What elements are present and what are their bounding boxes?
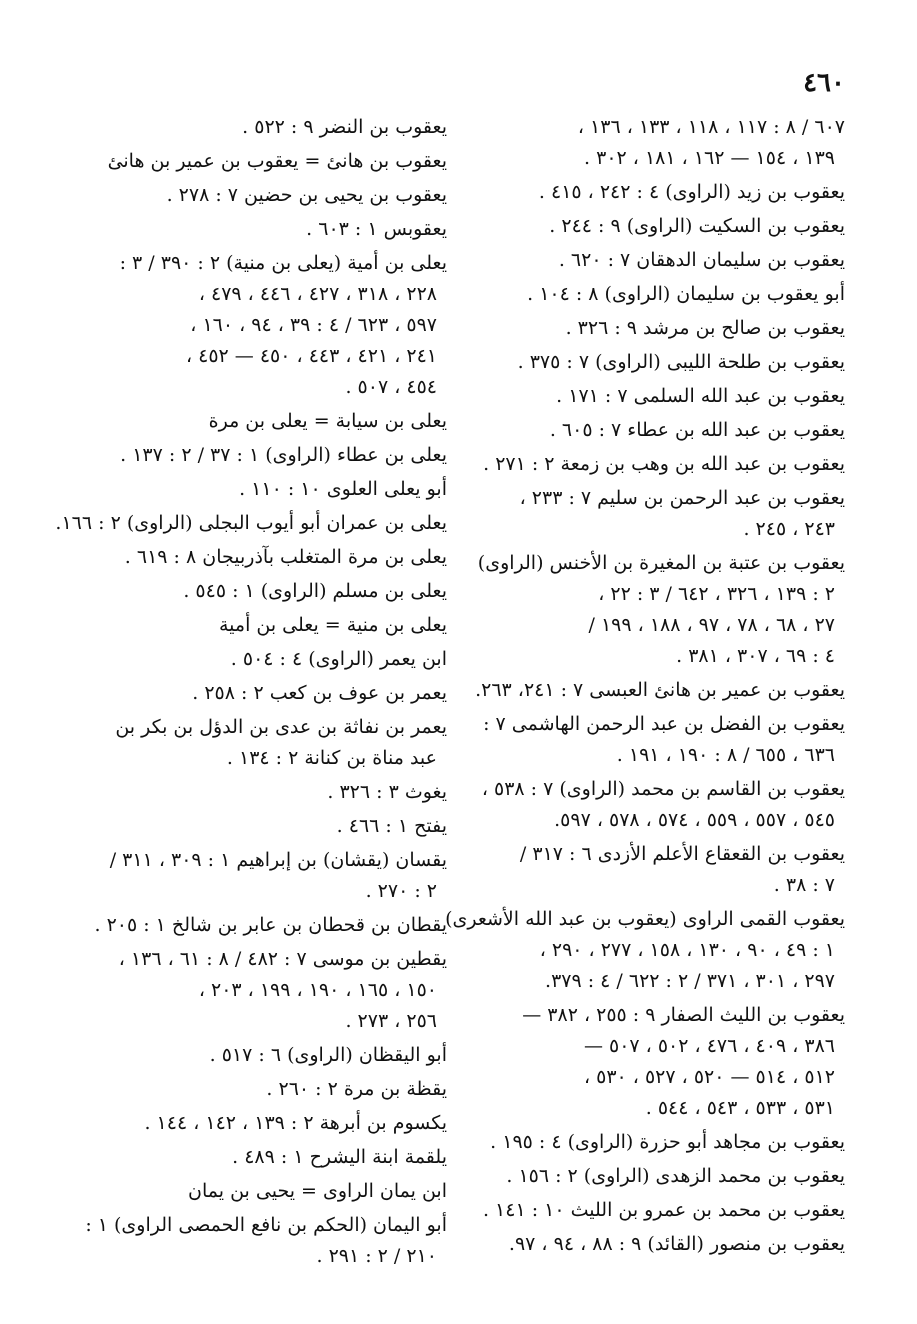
entry-line: يعلى بن سيابة = يعلى بن مرة <box>208 410 447 432</box>
index-entry <box>485 839 845 901</box>
entry-line: يعقوب بن الليث الصفار ٩ : ٢٥٥ ، ٣٨٢ — <box>522 1004 845 1026</box>
index-entry <box>485 449 845 480</box>
index-entry <box>87 146 447 177</box>
entry-line: يعقوبس ١ : ٦٠٣ . <box>306 218 447 240</box>
page-number: ٤٦٠ <box>803 68 845 98</box>
entry-line: يعقوب بن عتبة بن المغيرة بن الأخنس (الراوى) <box>477 552 845 574</box>
entry-line: ٦٠٧ / ٨ : ١١٧ ، ١١٨ ، ١٣٣ ، ١٣٦ ، <box>577 116 845 138</box>
entry-continuation-line: ٣٨٦ ، ٤٠٩ ، ٤٧٦ ، ٥٠٢ ، ٥٠٧ — <box>583 1035 835 1057</box>
entry-line: يعلى بن عطاء (الراوى) ١ : ٣٧ / ٢ : ١٣٧ . <box>120 444 447 466</box>
entry-continuation-line: ١٣٩ ، ١٥٤ — ١٦٢ ، ١٨١ ، ٣٠٢ . <box>584 147 835 169</box>
entry-continuation-line: ٥٤٥ ، ٥٥٧ ، ٥٥٩ ، ٥٧٤ ، ٥٧٨ ، ٥٩٧. <box>554 809 835 831</box>
index-entry <box>55 508 447 539</box>
entry-line: أبو اليمان (الحكم بن نافع الحمصى الراوى) ١ : <box>85 1214 447 1236</box>
index-entry <box>87 1142 447 1173</box>
index-entry <box>87 180 447 211</box>
entry-continuation-line: ٥١٢ ، ٥١٤ — ٥٢٠ ، ٥٢٧ ، ٥٣٠ ، <box>583 1066 835 1088</box>
index-entry <box>87 112 447 143</box>
index-entry <box>481 774 845 836</box>
entry-line: يلقمة ابنة اليشرح ١ : ٤٨٩ . <box>232 1146 447 1168</box>
entry-line: أبو اليقظان (الراوى) ٦ : ٥١٧ . <box>209 1044 447 1066</box>
entry-line: يعقوب بن عبد الله بن وهب بن زمعة ٢ : ٢٧١ . <box>483 453 845 475</box>
entry-line: أبو يعلى العلوى ١٠ : ١١٠ . <box>239 478 447 500</box>
entry-line: يعقوب بن طلحة الليبى (الراوى) ٧ : ٣٧٥ . <box>517 351 845 373</box>
index-entry <box>87 406 447 437</box>
entry-line: يعقوب بن هانئ = يعقوب بن عمير بن هانئ <box>107 150 447 172</box>
index-entry <box>87 1210 447 1272</box>
index-entry <box>485 1229 845 1260</box>
left-column <box>55 112 447 1275</box>
index-entry <box>485 177 845 208</box>
entry-line: يعقوب بن سليمان الدهقان ٧ : ٦٢٠ . <box>558 249 845 271</box>
entry-continuation-line: ٤ : ٦٩ ، ٣٠٧ ، ٣٨١ . <box>676 645 835 667</box>
entry-continuation-line: ١٥٠ ، ١٦٥ ، ١٩٠ ، ١٩٩ ، ٢٠٣ ، <box>198 979 437 1001</box>
entry-line: يعقوب بن الفضل بن عبد الرحمن الهاشمى ٧ : <box>483 713 845 735</box>
index-entry <box>87 1074 447 1105</box>
index-entry <box>485 381 845 412</box>
index-entry <box>87 678 447 709</box>
entry-continuation-line: ٦٣٦ ، ٦٥٥ / ٨ : ١٩٠ ، ١٩١ . <box>616 744 835 766</box>
entry-continuation-line: ٢٤٣ ، ٢٤٥ . <box>743 518 835 540</box>
entry-line: يعقوب بن القاسم بن محمد (الراوى) ٧ : ٥٣٨ ، <box>481 778 845 800</box>
index-entry <box>87 576 447 607</box>
entry-line: يعقوب القمى الراوى (يعقوب بن عبد الله الأشعرى) <box>445 908 845 930</box>
entry-continuation-line: ٢ : ١٣٩ ، ٣٢٦ ، ٦٤٢ / ٣ : ٢٢ ، <box>598 583 835 605</box>
index-entry <box>485 211 845 242</box>
index-entry <box>87 644 447 675</box>
entry-line: يعقوب بن عبد الرحمن بن سليم ٧ : ٢٣٣ ، <box>519 487 845 509</box>
index-entry <box>485 313 845 344</box>
index-entry <box>485 1000 845 1124</box>
entry-continuation-line: ٢١٠ / ٢ : ٢٩١ . <box>316 1245 437 1267</box>
index-entry <box>87 845 447 907</box>
entry-line: ابن يعمر (الراوى) ٤ : ٥٠٤ . <box>230 648 447 670</box>
index-entry <box>475 675 845 706</box>
entry-line: ابن يمان الراوى = يحيى بن يمان <box>188 1180 447 1202</box>
entry-line: يغوث ٣ : ٣٢٦ . <box>327 781 447 803</box>
entry-line: يعقوب بن يحيى بن حضين ٧ : ٢٧٨ . <box>166 184 447 206</box>
index-entry <box>87 1176 447 1207</box>
entry-line: يكسوم بن أبرهة ٢ : ١٣٩ ، ١٤٢ ، ١٤٤ . <box>144 1112 447 1134</box>
entry-line: يقطان بن قحطان بن عابر بن شالخ ١ : ٢٠٥ . <box>94 914 447 936</box>
index-entry <box>485 245 845 276</box>
entry-line: يعلى بن مرة المتغلب بآذربيجان ٨ : ٦١٩ . <box>124 546 447 568</box>
entry-line: يفتح ١ : ٤٦٦ . <box>336 815 447 837</box>
index-entry <box>87 777 447 808</box>
index-entry <box>87 474 447 505</box>
entry-line: يعقوب بن السكيت (الراوى) ٩ : ٢٤٤ . <box>549 215 845 237</box>
index-entry <box>477 548 845 672</box>
index-entry <box>87 610 447 641</box>
entry-line: أبو يعقوب بن سليمان (الراوى) ٨ : ١٠٤ . <box>527 283 845 305</box>
entry-continuation-line: ٢ : ٢٧٠ . <box>365 880 437 902</box>
index-entry <box>485 112 845 174</box>
entry-continuation-line: ٢٢٨ ، ٣١٨ ، ٤٢٧ ، ٤٤٦ ، ٤٧٩ ، <box>198 283 437 305</box>
entry-line: يقظة بن مرة ٢ : ٢٦٠ . <box>266 1078 447 1100</box>
index-entry <box>87 712 447 774</box>
index-entry <box>87 1040 447 1071</box>
entry-line: يعمر بن عوف بن كعب ٢ : ٢٥٨ . <box>192 682 447 704</box>
right-column <box>445 112 845 1263</box>
entry-line: يعلى بن أمية (يعلى بن منية) ٢ : ٣٩٠ / ٣ : <box>119 252 447 274</box>
index-entry <box>87 910 447 941</box>
entry-line: يعقوب بن عبد الله بن عطاء ٧ : ٦٠٥ . <box>549 419 845 441</box>
entry-line: يعلى بن عمران أبو أيوب البجلى (الراوى) ٢ : ١٦٦. <box>55 512 447 534</box>
entry-line: يعقوب بن محمد بن عمرو بن الليث ١٠ : ١٤١ . <box>482 1199 845 1221</box>
entry-line: يعقوب بن القعقاع الأعلم الأزدى ٦ : ٣١٧ / <box>519 843 845 865</box>
index-entry <box>485 279 845 310</box>
index-entry <box>87 542 447 573</box>
index-entry <box>485 709 845 771</box>
entry-line: يعلى بن مسلم (الراوى) ١ : ٥٤٥ . <box>183 580 447 602</box>
entry-line: يعقوب بن عبد الله السلمى ٧ : ١٧١ . <box>556 385 845 407</box>
entry-line: يعقوب بن مجاهد أبو حزرة (الراوى) ٤ : ١٩٥ . <box>490 1131 845 1153</box>
index-entry <box>87 440 447 471</box>
entry-line: يعقوب بن محمد الزهدى (الراوى) ٢ : ١٥٦ . <box>506 1165 845 1187</box>
index-entry <box>485 1161 845 1192</box>
index-entry <box>87 214 447 245</box>
index-entry <box>482 1195 845 1226</box>
entry-continuation-line: ٢٥٦ ، ٢٧٣ . <box>345 1010 437 1032</box>
entry-continuation-line: ١ : ٤٩ ، ٩٠ ، ١٣٠ ، ١٥٨ ، ٢٧٧ ، ٢٩٠ ، <box>539 939 835 961</box>
index-entry <box>87 248 447 403</box>
entry-continuation-line: عبد مناة بن كنانة ٢ : ١٣٤ . <box>226 747 437 769</box>
entry-line: يعقوب بن النضر ٩ : ٥٢٢ . <box>242 116 447 138</box>
entry-continuation-line: ٤٥٤ ، ٥٠٧ . <box>345 376 437 398</box>
index-entry <box>485 347 845 378</box>
entry-line: يعقوب بن منصور (القائد) ٩ : ٨٨ ، ٩٤ ، ٩٧. <box>508 1233 845 1255</box>
entry-continuation-line: ٧ : ٣٨ . <box>773 874 835 896</box>
index-entry <box>87 1108 447 1139</box>
entry-line: يقسان (يقشان) بن إبراهيم ١ : ٣٠٩ ، ٣١١ / <box>109 849 447 871</box>
index-entry <box>87 944 447 1037</box>
index-entry <box>485 415 845 446</box>
entry-continuation-line: ٢٧ ، ٦٨ ، ٧٨ ، ٩٧ ، ١٨٨ ، ١٩٩ / <box>588 614 835 636</box>
entry-line: يقطين بن موسى ٧ : ٤٨٢ / ٨ : ٦١ ، ١٣٦ ، <box>118 948 447 970</box>
entry-continuation-line: ٢٤١ ، ٤٢١ ، ٤٤٣ ، ٤٥٠ — ٤٥٢ ، <box>185 345 437 367</box>
entry-line: يعقوب بن زيد (الراوى) ٤ : ٢٤٢ ، ٤١٥ . <box>538 181 845 203</box>
entry-line: يعمر بن نفاثة بن عدى بن الدؤل بن بكر بن <box>115 716 447 738</box>
index-entry <box>485 483 845 545</box>
entry-line: يعقوب بن عمير بن هانئ العبسى ٧ : ٢٤١، ٢٦٣. <box>475 679 845 701</box>
entry-line: يعلى بن منية = يعلى بن أمية <box>218 614 447 636</box>
entry-continuation-line: ٢٩٧ ، ٣٠١ ، ٣٧١ / ٢ : ٦٢٢ / ٤ : ٣٧٩. <box>545 970 835 992</box>
index-entry <box>485 1127 845 1158</box>
entry-continuation-line: ٥٣١ ، ٥٣٣ ، ٥٤٣ ، ٥٤٤ . <box>645 1097 835 1119</box>
entry-line: يعقوب بن صالح بن مرشد ٩ : ٣٢٦ . <box>565 317 845 339</box>
entry-continuation-line: ٥٩٧ ، ٦٢٣ / ٤ : ٣٩ ، ٩٤ ، ١٦٠ ، <box>190 314 437 336</box>
index-entry <box>87 811 447 842</box>
index-entry <box>445 904 845 997</box>
